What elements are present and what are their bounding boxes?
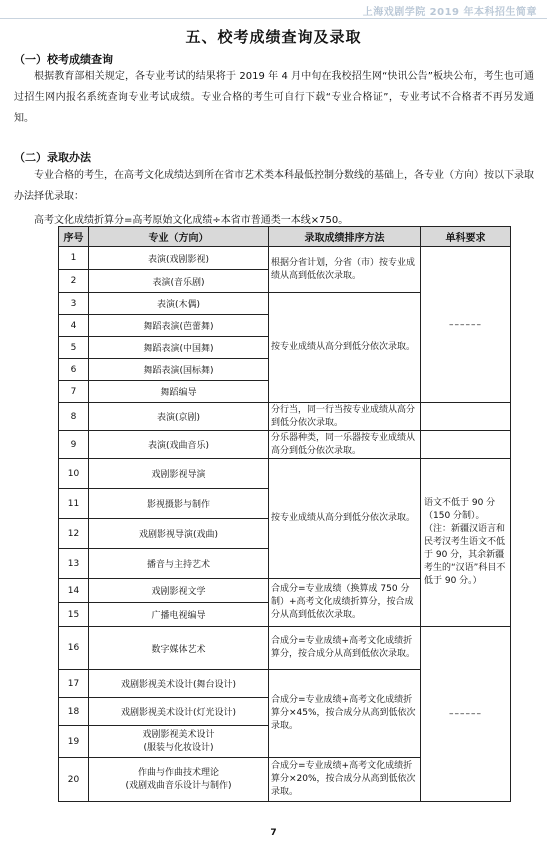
requirement-cell-empty [421,403,511,431]
table-row [59,247,511,270]
row-major: 数字媒体艺术 [89,627,269,670]
admission-paragraph: 专业合格的考生，在高考文化成绩达到所在省市艺术类本科最低控制分数线的基础上，各专业（方向）按以下录取办法择优录取： [14,170,534,202]
row-major: 舞蹈表演(芭蕾舞) [89,315,269,337]
row-no: 10 [59,459,89,489]
method-cell: 合成分=专业成绩+高考文化成绩折算分×20%，按合成分从高到低依次录取。 [269,758,421,802]
requirement-cell: 语文不低于 90 分（150 分制）。（注：新疆汉语言和民考汉考生语文不低于 90 分，其余新疆考生的“汉语”科目不低于 90 分。） [421,459,511,627]
page-title: 五、校考成绩查询及录取 [185,28,362,46]
row-major: 广播电视编导 [89,603,269,627]
score-inquiry-paragraph: 根据教育部相关规定，各专业考试的结果将于 2019 年 4 月中旬在我校招生网“快讯公告”板块公布，考生也可通过招生网内报名系统查询专业考试成绩。专业合格的考生可自行下载“专业合格证”，专业考试不合格者不再另发通知。 [14,71,534,124]
row-major: 表演(戏剧影视) [89,247,269,270]
header-requirement: 单科要求 [421,227,511,247]
row-no: 11 [59,489,89,519]
page-header: 上海戏剧学院 2019 年本科招生简章 [362,7,537,18]
row-no: 16 [59,627,89,670]
row-no: 18 [59,698,89,726]
row-no: 9 [59,431,89,459]
row-major: 戏剧影视导演(戏曲) [89,519,269,549]
table-row [59,431,511,459]
row-major [89,758,269,802]
row-major: 舞蹈编导 [89,381,269,403]
header-method: 录取成绩排序方法 [269,227,421,247]
row-major-line1: 作曲与作曲技术理论 [137,767,219,778]
row-no: 15 [59,603,89,627]
row-major: 影视摄影与制作 [89,489,269,519]
requirement-cell: –––––– [421,247,511,403]
row-no: 14 [59,579,89,603]
row-no: 13 [59,549,89,579]
row-no: 19 [59,726,89,758]
method-cell: 合成分=专业成绩+高考文化成绩折算分×45%，按合成分从高到低依次录取。 [269,670,421,758]
row-no: 8 [59,403,89,431]
row-no: 17 [59,670,89,698]
method-cell: 合成分=专业成绩+高考文化成绩折算分，按合成分从高到低依次录取。 [269,627,421,670]
row-major: 表演(戏曲音乐) [89,431,269,459]
method-cell: 分乐器种类，同一乐器按专业成绩从高分到低分依次录取。 [269,431,421,459]
section-heading-score-inquiry: （一）校考成绩查询 [14,53,113,66]
row-major: 戏剧影视文学 [89,579,269,603]
score-formula: 高考文化成绩折算分=高考原始文化成绩÷本省市普通类一本线×750。 [34,215,349,226]
row-no: 2 [59,270,89,293]
row-major-line2: (戏剧戏曲音乐设计与制作) [125,780,232,791]
header-divider [0,18,547,19]
row-major: 播音与主持艺术 [89,549,269,579]
header-no: 序号 [59,227,89,247]
row-no: 20 [59,758,89,802]
header-major: 专业（方向） [89,227,269,247]
row-no: 6 [59,359,89,381]
method-cell: 合成分=专业成绩（换算成 750 分制）+高考文化成绩折算分，按合成分从高到低依次录取。 [269,579,421,627]
row-no: 1 [59,247,89,270]
section-heading-admission: （二）录取办法 [14,151,91,164]
row-major: 舞蹈表演(国标舞) [89,359,269,381]
row-major: 表演(音乐剧) [89,270,269,293]
requirement-cell: –––––– [421,627,511,802]
row-no: 5 [59,337,89,359]
table-row [59,627,511,670]
row-major: 舞蹈表演(中国舞) [89,337,269,359]
row-no: 3 [59,293,89,315]
table-row [59,403,511,431]
method-cell: 根据分省计划，分省（市）按专业成绩从高到低依次录取。 [269,247,421,293]
row-major: 戏剧影视导演 [89,459,269,489]
row-no: 7 [59,381,89,403]
page-number: 7 [270,828,277,838]
row-major: 戏剧影视美术设计(舞台设计) [89,670,269,698]
row-major: 表演(木偶) [89,293,269,315]
row-no: 4 [59,315,89,337]
row-major: 表演(京剧) [89,403,269,431]
row-major-line1: 戏剧影视美术设计 [142,729,215,740]
requirement-cell-empty [421,431,511,459]
method-cell: 按专业成绩从高分到低分依次录取。 [269,459,421,579]
table-header-row [59,227,511,247]
row-major-line2: (服装与化妆设计) [143,742,214,753]
row-no: 12 [59,519,89,549]
admission-table [58,226,511,802]
row-major [89,726,269,758]
method-cell: 按专业成绩从高分到低分依次录取。 [269,293,421,403]
row-major: 戏剧影视美术设计(灯光设计) [89,698,269,726]
method-cell: 分行当，同一行当按专业成绩从高分到低分依次录取。 [269,403,421,431]
table-row [59,459,511,489]
